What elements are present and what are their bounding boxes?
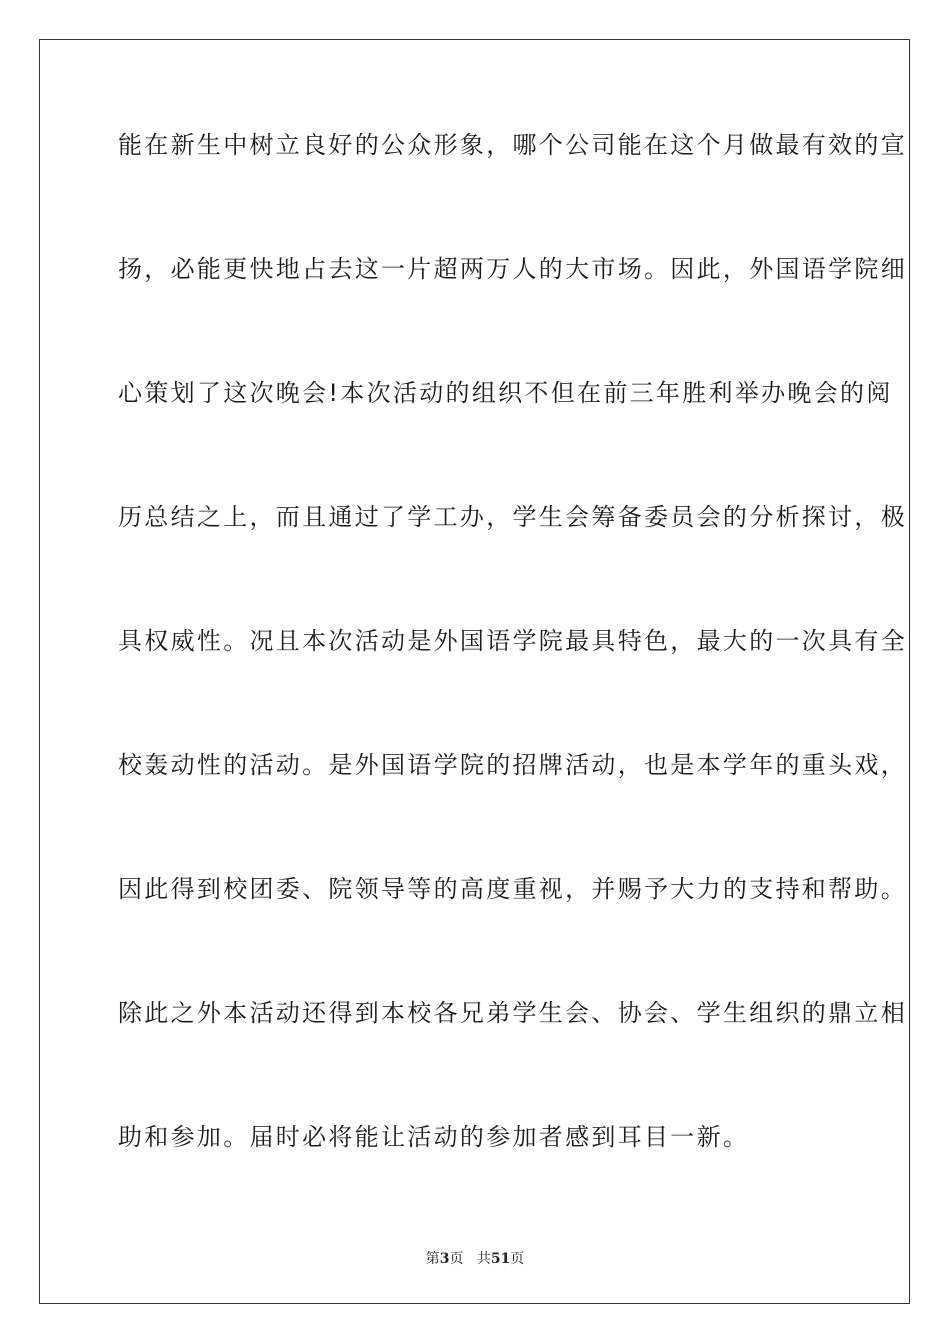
page-number: 3: [439, 1251, 450, 1267]
total-pages: 51: [490, 1251, 511, 1267]
document-body: [118, 126, 907, 1157]
page-footer: [0, 1248, 950, 1268]
text-line-8: 除此之外本活动还得到本校各兄弟学生会、协会、学生组织的鼎立相: [118, 999, 907, 1027]
page-prefix: 第: [425, 1251, 440, 1267]
text-line-1: 能在新生中树立良好的公众形象，哪个公司能在这个月做最有效的宣: [118, 131, 907, 159]
total-suffix: 页: [510, 1251, 525, 1267]
page-suffix: 页: [449, 1251, 464, 1267]
total-prefix: 共: [476, 1251, 491, 1267]
text-line-2: 扬，必能更快地占去这一片超两万人的大市场。因此，外国语学院细: [118, 255, 907, 283]
text-line-6: 校轰动性的活动。是外国语学院的招牌活动，也是本学年的重头戏，: [118, 751, 907, 779]
text-line-7: 因此得到校团委、院领导等的高度重视，并赐予大力的支持和帮助。: [118, 875, 907, 903]
text-line-9: 助和参加。届时必将能让活动的参加者感到耳目一新。: [118, 1123, 750, 1151]
text-line-3: 心策划了这次晚会!本次活动的组织不但在前三年胜利举办晚会的阅: [118, 379, 893, 407]
text-line-5: 具权威性。况且本次活动是外国语学院最具特色，最大的一次具有全: [118, 627, 907, 655]
text-line-4: 历总结之上，而且通过了学工办，学生会筹备委员会的分析探讨，极: [118, 503, 907, 531]
